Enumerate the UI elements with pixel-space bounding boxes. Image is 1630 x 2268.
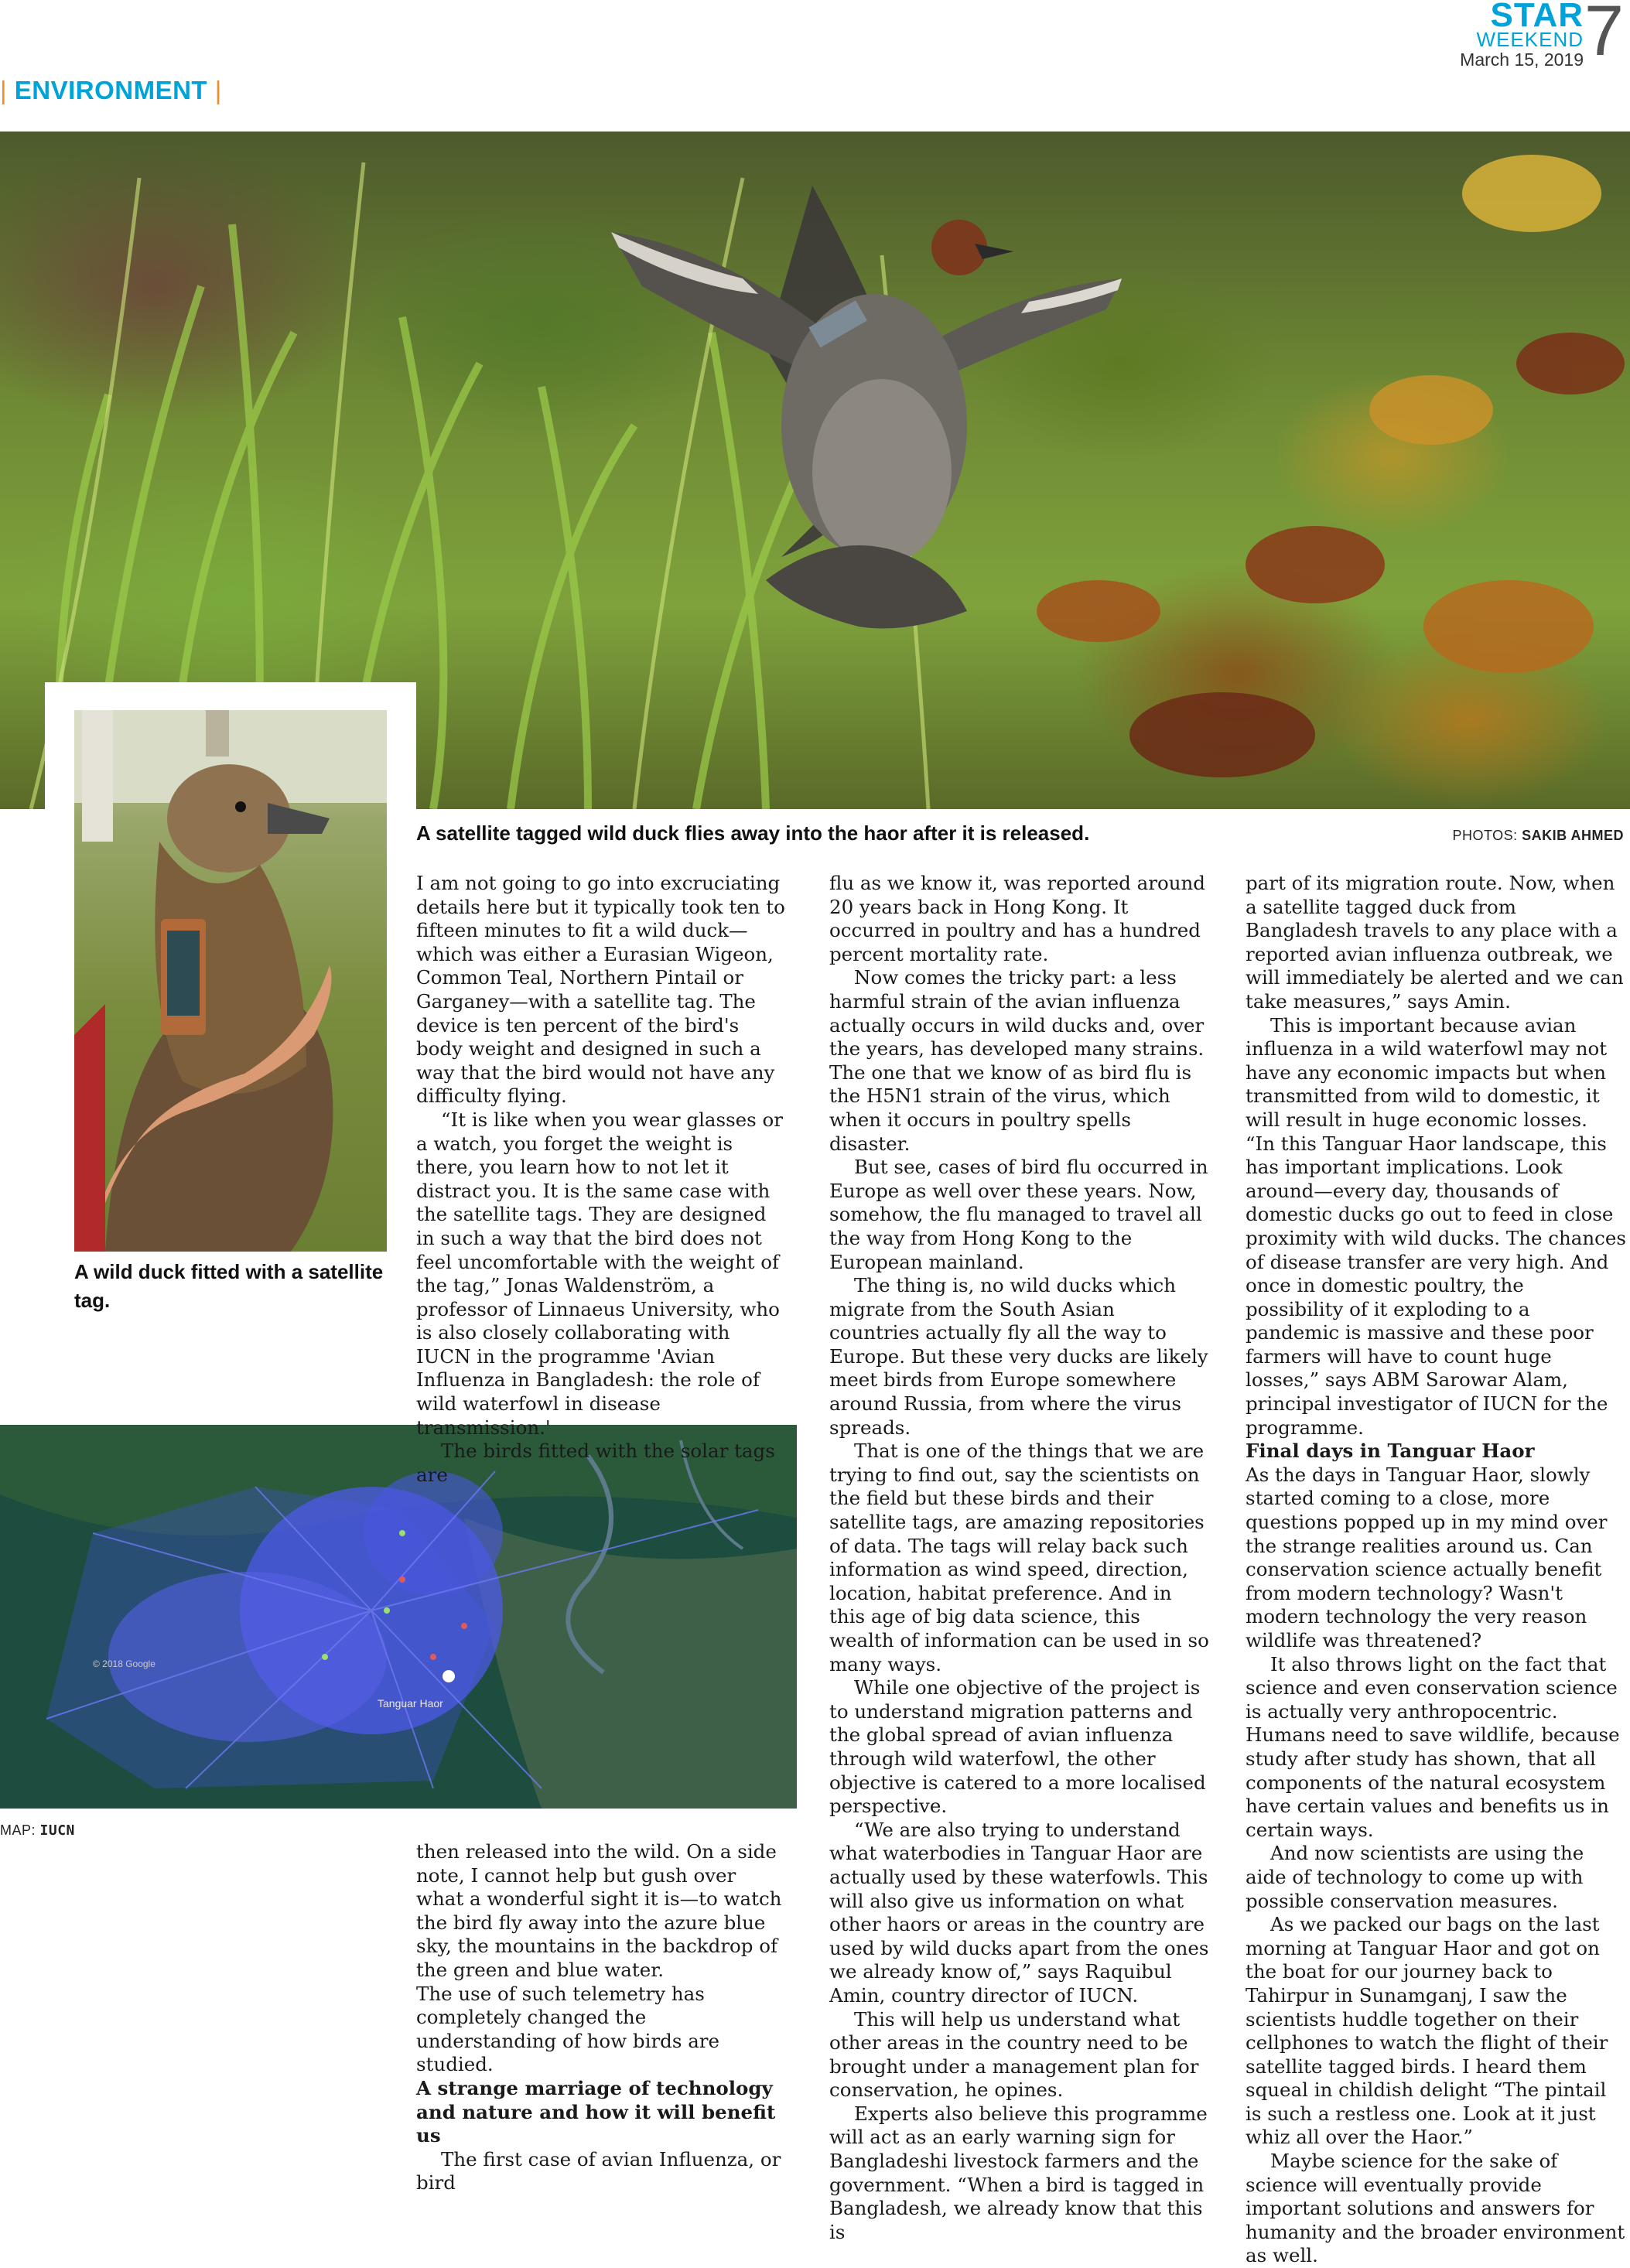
subheading: Final days in Tanguar Haor bbox=[1246, 1440, 1535, 1463]
inset-caption: A wild duck fitted with a satellite tag. bbox=[74, 1260, 384, 1312]
paragraph: “We are also trying to understand what waterbodies in Tanguar Haor are actually used by these waterfowls. This will also give us information on what other haors or areas in the country are used by wild ducks apart from the ones we already know of,” says Raquibul Amin, country director of IUCN. bbox=[829, 1818, 1209, 2007]
masthead-weekend: WEEKEND bbox=[1476, 28, 1584, 51]
paragraph: Experts also believe this programme will act as an early warning sign for Bangladeshi livestock farmers and the government. “When a bird is tagged in Bangladesh, we already know that this is bbox=[829, 2102, 1208, 2243]
paragraph: “In this Tanguar Haor landscape, this has important implications. Look around—every day, thousands of domestic ducks go out to feed in close proximity with wild ducks. The chances of disease transfer are very high. And once in domestic poultry, the possibility of it exploding to a pandemic is massive and these poor farmers will have to count huge losses,” says ABM Sarowar Alam, principal investigator of IUCN for the programme. bbox=[1246, 1132, 1626, 1439]
article-column-1-top bbox=[416, 872, 786, 1487]
paragraph: Maybe science for the sake of science will eventually provide important solutions and answers for humanity and the broader environment as well. bbox=[1246, 2150, 1625, 2267]
paragraph: And now scientists are using the aide of technology to come up with possible conservation measures. bbox=[1246, 1842, 1584, 1912]
paragraph: I am not going to go into excruciating details here but it typically took ten to fifteen minutes to fit a wild duck—which was either a Eurasian Wigeon, Common Teal, Northern Pintail or Garganey—with a satellite tag. The device is ten percent of the bird's body weight and designed in such a way that the bird would not have any difficulty flying. bbox=[416, 872, 785, 1108]
map-credit bbox=[0, 1822, 75, 1839]
paragraph: Now comes the tricky part: a less harmful strain of the avian influenza actually occurs in wild ducks and, over the years, has developed many strains. The one that we know of as bird flu is the H5N1 strain of the virus, which when it occurs in poultry spells disaster. bbox=[829, 966, 1205, 1155]
paragraph: flu as we know it, was reported around 20 years back in Hong Kong. It occurred in poultry and has a hundred percent mortality rate. bbox=[829, 872, 1205, 965]
paragraph: It also throws light on the fact that science and even conservation science is actually very anthropocentric. Humans need to save wildlife, because study after study has shown, that all components of the natural ecosystem have certain values and benefits us in certain ways. bbox=[1246, 1652, 1620, 1841]
article-column-2 bbox=[829, 872, 1210, 2244]
divider: | bbox=[0, 76, 8, 104]
issue-date: March 15, 2019 bbox=[1460, 50, 1584, 70]
paragraph: As we packed our bags on the last morning at Tanguar Haor and got on the boat for our journey back to Tahirpur in Sunamganj, I saw the scientists huddle together on their cellphones to watch the flight of their satellite tagged birds. I heard them squeal in childish delight “The pintail is such a restless one. Look at it just whiz all over the Haor.” bbox=[1246, 1913, 1608, 2149]
divider: | bbox=[214, 76, 222, 104]
paragraph: The birds fitted with the solar tags are bbox=[416, 1440, 775, 1486]
article-column-3 bbox=[1246, 872, 1626, 2268]
map-place-label: Tanguar Haor bbox=[378, 1697, 443, 1710]
paragraph: The first case of avian Influenza, or bird bbox=[416, 2147, 781, 2195]
paragraph: then released into the wild. On a side note, I cannot help but gush over what a wonderful sight it is—to watch the bird fly away into the azure blue sky, the mountains in the backdrop of the green and blue water. bbox=[416, 1840, 782, 1981]
map-credit-name: IUCN bbox=[39, 1822, 75, 1839]
article-column-1-bottom bbox=[416, 1840, 786, 2195]
paragraph: That is one of the things that we are trying to find out, say the scientists on the field but these birds and their satellite tags, are amazing repositories of data. The tags will relay back such information as wind speed, direction, location, habitat preference. And in this age of big data science, this wealth of information can be used in so many ways. bbox=[829, 1440, 1209, 1675]
paragraph: “It is like when you wear glasses or a watch, you forget the weight is there, you learn how to not let it distract you. It is the same case with the satellite tags. They are designed in such a way that the bird does not feel uncomfortable with the weight of the tag,” Jonas Waldenström, a professor of Linnaeus University, who is also closely collaborating with IUCN in the programme 'Avian Influenza in Bangladesh: the role of wild waterfowl in disease transmission.' bbox=[416, 1108, 783, 1439]
map-watermark: © 2018 Google bbox=[93, 1658, 155, 1669]
paragraph: While one objective of the project is to understand migration patterns and the global spread of avian influenza through wild waterfowl, the other objective is catered to a more localised perspective. bbox=[829, 1676, 1206, 1818]
hero-caption: A satellite tagged wild duck flies away into the haor after it is released. bbox=[416, 821, 1090, 845]
photo-credit-label: PHOTOS: bbox=[1452, 828, 1518, 843]
paragraph: This will help us understand what other areas in the country need to be brought under a management plan for conservation, he opines. bbox=[829, 2007, 1199, 2102]
map-credit-label: MAP: bbox=[0, 1822, 36, 1838]
photo-credit-name: SAKIB AHMED bbox=[1522, 828, 1624, 843]
paragraph: The thing is, no wild ducks which migrate from the South Asian countries actually fly all the way to Europe. But these very ducks are likely meet birds from Europe somewhere around Russia, from where the virus spreads. bbox=[829, 1274, 1208, 1439]
inset-photo bbox=[74, 710, 387, 1252]
section-title: ENVIRONMENT bbox=[14, 76, 208, 104]
paragraph: As the days in Tanguar Haor, slowly started coming to a close, more questions popped up in my mind over the strange realities around us. Can conservation science actually benefit from modern technology? Wasn't modern technology the very reason wildlife was threatened? bbox=[1246, 1463, 1608, 1651]
paragraph: The use of such telemetry has completely changed the understanding of how birds are studied. bbox=[416, 1982, 720, 2076]
masthead-star: STAR bbox=[1490, 0, 1584, 34]
paragraph: part of its migration route. Now, when a satellite tagged duck from Bangladesh travels to any place with a reported avian influenza outbreak, we will immediately be alerted and we can take measures,” says Amin. bbox=[1246, 872, 1624, 1013]
section-label bbox=[0, 76, 222, 105]
paragraph: But see, cases of bird flu occurred in Europe as well over these years. Now, somehow, the flu managed to travel all the way from Hong Kong to the European mainland. bbox=[829, 1156, 1208, 1273]
paragraph: This is important because avian influenza in a wild waterfowl may not have any economic impacts but when transmitted from wild to domestic, it will result in huge economic losses. bbox=[1246, 1013, 1608, 1131]
page-number: 7 bbox=[1584, 0, 1624, 70]
tagged-duck-illustration bbox=[74, 710, 387, 1252]
subheading: A strange marriage of technology and nature and how it will benefit us bbox=[416, 2076, 776, 2147]
photo-credit bbox=[1452, 828, 1624, 844]
